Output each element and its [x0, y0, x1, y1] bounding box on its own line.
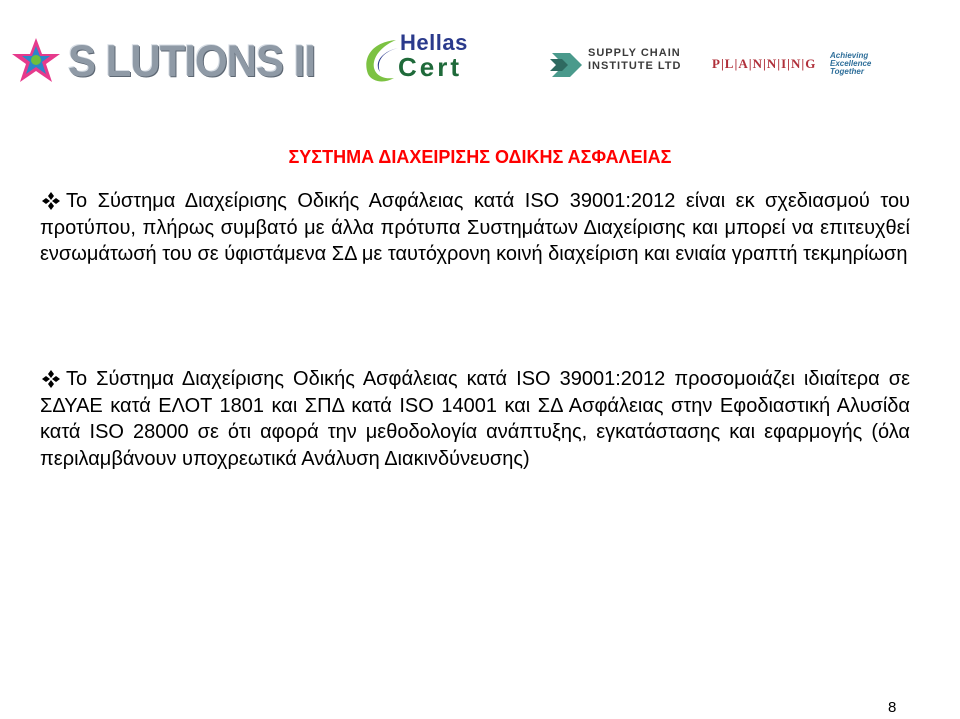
- planning-tagline: Achieving Excellence Together: [830, 51, 872, 76]
- hellas-cert-swoosh-icon: [358, 30, 402, 86]
- supply-chain-line1: SUPPLY CHAIN: [588, 47, 681, 59]
- solutions-logo-text: S LUTIONS II: [68, 36, 316, 86]
- supply-chain-emblem-icon: [548, 45, 586, 81]
- four-diamond-bullet-icon: [40, 190, 62, 212]
- planning-logo: [712, 52, 882, 80]
- supply-chain-line2: INSTITUTE LTD: [588, 60, 682, 72]
- bullet-item: [40, 366, 910, 472]
- four-diamond-bullet-icon: [40, 368, 62, 390]
- hellas-cert-logo: [358, 30, 508, 86]
- cert-text: Cert: [398, 52, 463, 82]
- logo-bar: [0, 0, 960, 100]
- bullet-text: Το Σύστημα Διαχείρισης Οδικής Ασφάλειας κατά ISO 39001:2012 είναι εκ σχεδιασμού του προτύπου, πλήρως συμβατό με άλλα πρότυπα Συστημάτων Διαχείρισης και μπορεί να επιτευχθεί ενσωμάτωσή του σε ύφιστάμενα ΣΔ με ταυτόχρονη κοινή διαχείριση και ενιαία γραπτή τεκμηρίωση: [40, 190, 910, 265]
- slide-title: ΣΥΣΤΗΜΑ ΔΙΑΧΕΙΡΙΣΗΣ ΟΔΙΚΗΣ ΑΣΦΑΛΕΙΑΣ: [288, 147, 672, 167]
- solutions-logo: [6, 34, 316, 86]
- supply-chain-logo: [548, 45, 708, 81]
- hellas-text: Hellas: [400, 30, 468, 55]
- bullet-text: Το Σύστημα Διαχείρισης Οδικής Ασφάλειας κατά ISO 39001:2012 προσομοιάζει ιδιαίτερα σε ΣΔΥΑΕ κατά ΕΛΟΤ 1801 και ΣΠΔ κατά ISO 14001 και ΣΔ Ασφάλειας στην Εφοδιαστική Αλυσίδα κατά ISO 28000 σε ότι αφορά την μεθοδολογία ανάπτυξης, εγκατάστασης και εφαρμογής (όλα περιλαμβάνουν υποχρεωτικά Ανάλυση Διακινδύνευσης): [40, 368, 910, 470]
- solutions-star-icon: [6, 34, 68, 86]
- page-number: 8: [888, 699, 897, 716]
- planning-text: P|L|A|N|N|I|N|G: [712, 56, 817, 71]
- bullet-item: [40, 188, 910, 268]
